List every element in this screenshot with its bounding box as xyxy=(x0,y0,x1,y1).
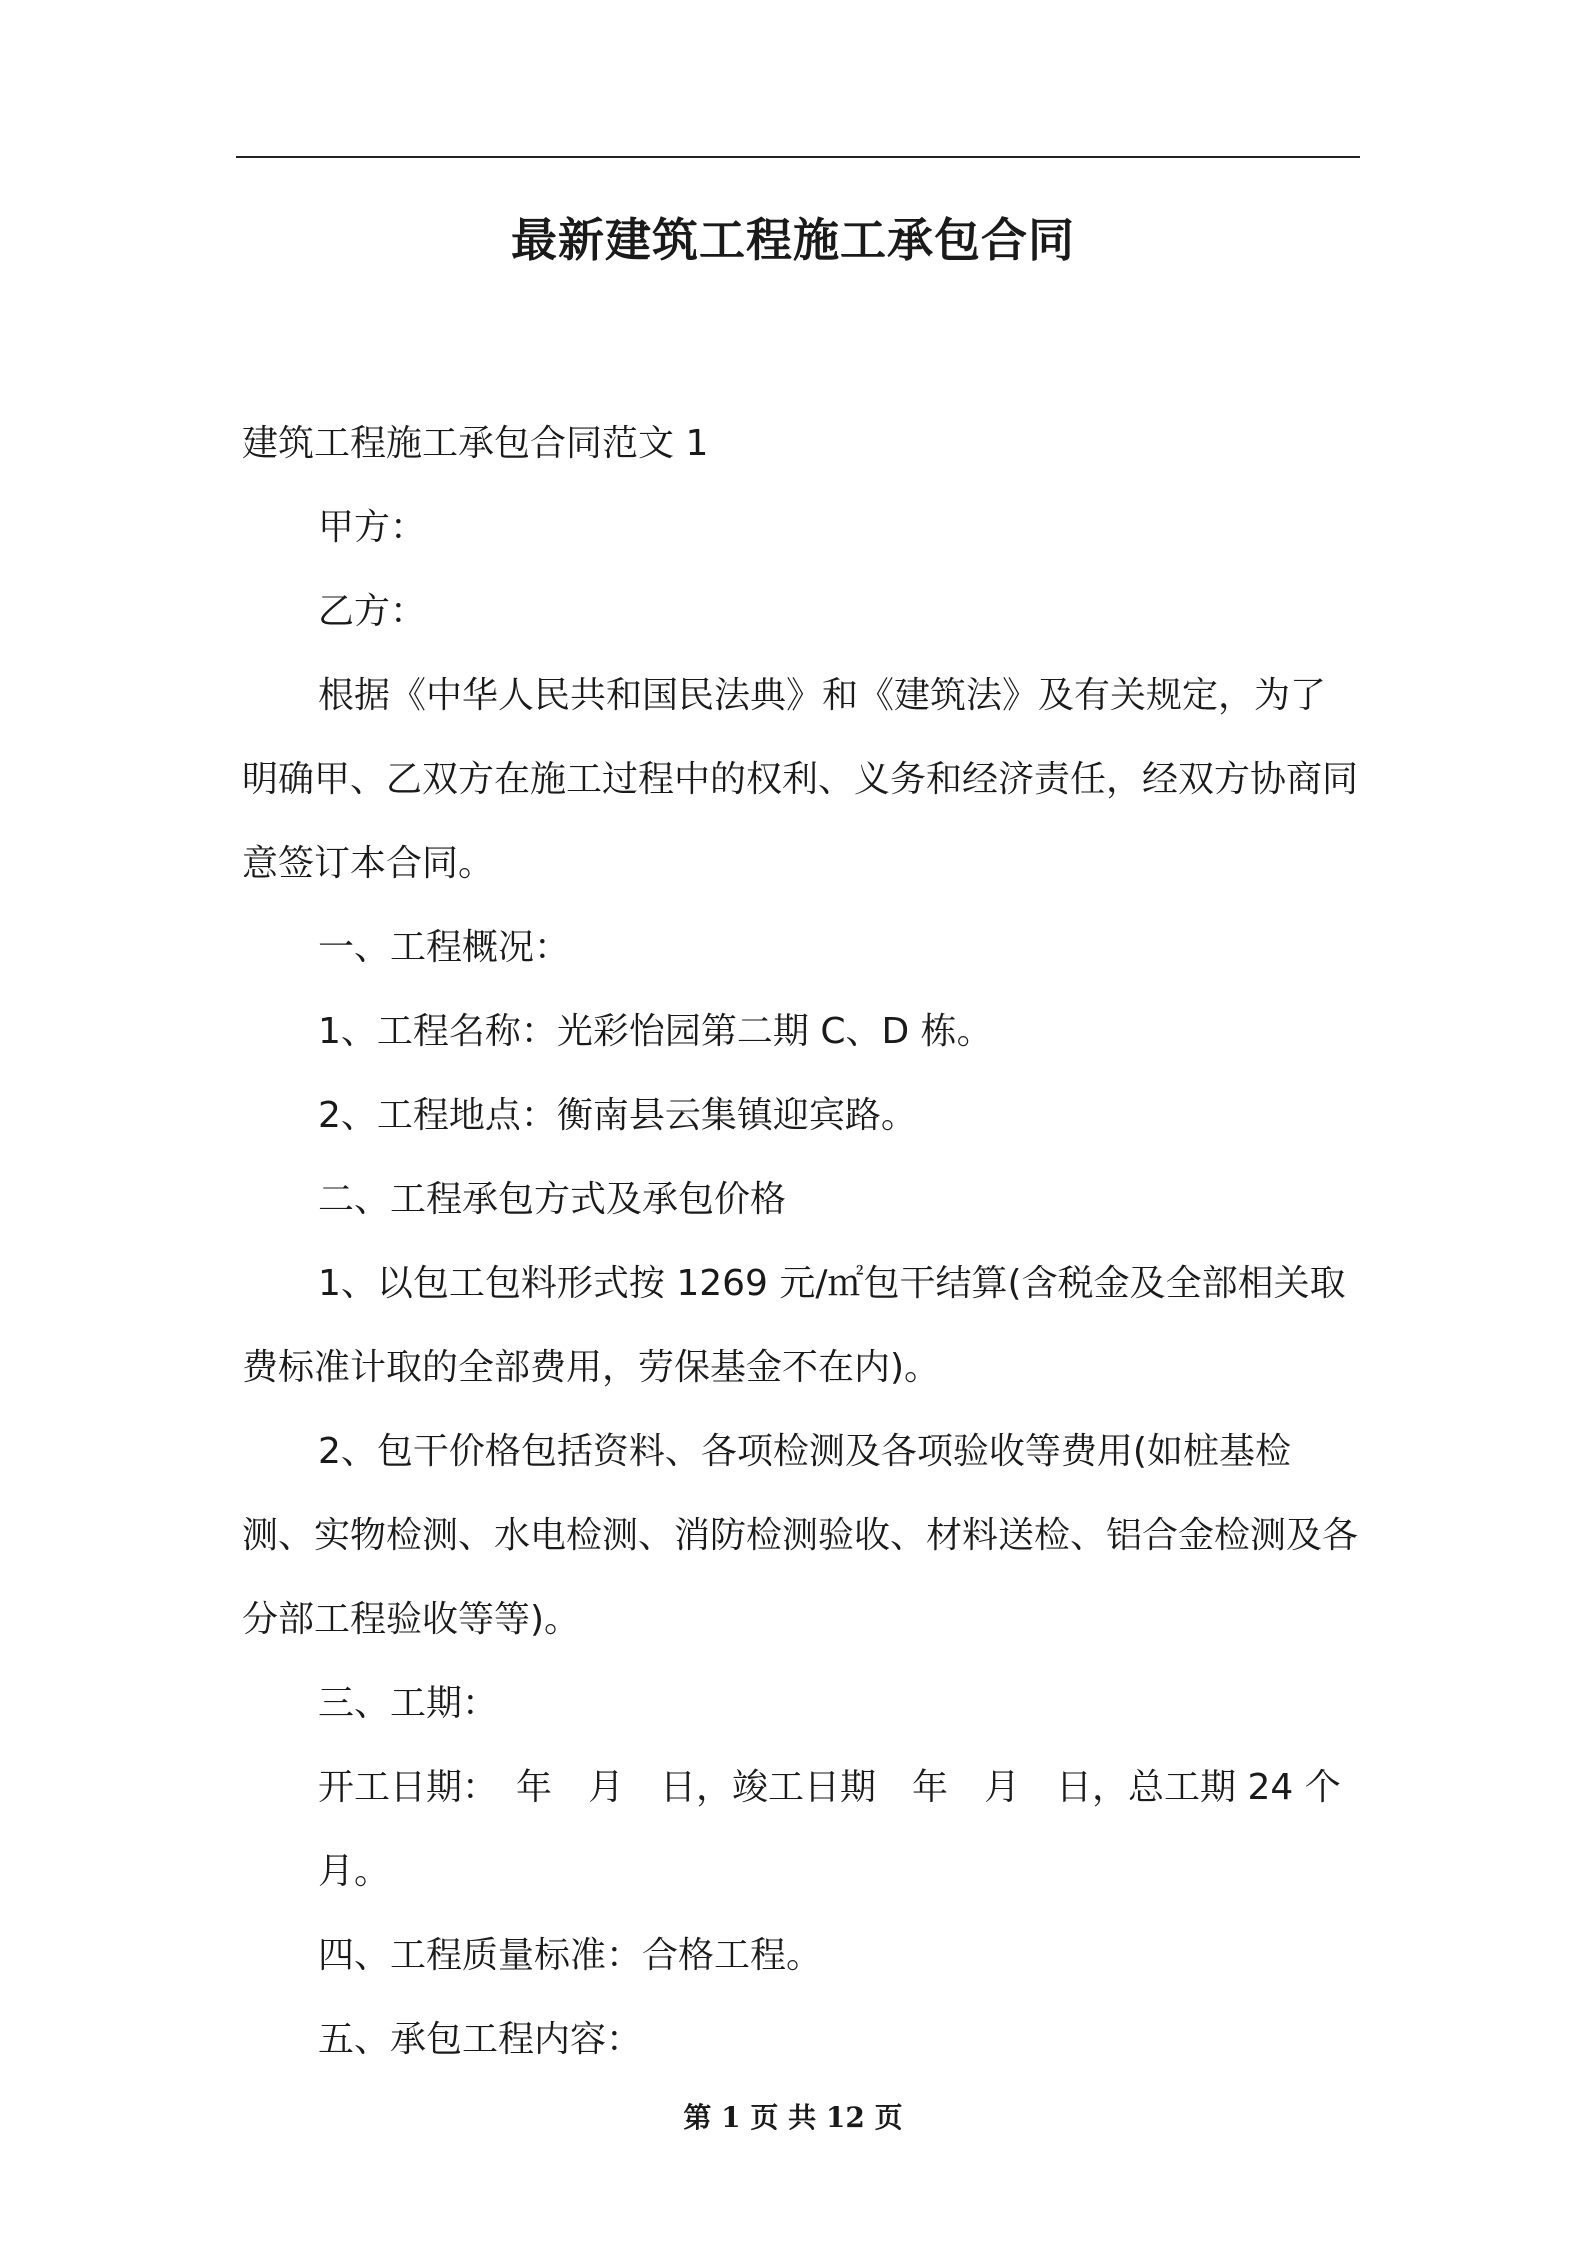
project-location-item: 2、工程地点：衡南县云集镇迎宾路。 xyxy=(318,1095,917,1136)
header-rule xyxy=(236,156,1360,158)
preamble-paragraph: 根据《中华人民共和国民法典》和《建筑法》及有关规定，为了明确甲、乙双方在施工过程中的权利、义务和经济责任，经双方协商同意签订本合同。 xyxy=(242,675,1359,884)
document-title: 最新建筑工程施工承包合同 xyxy=(511,213,1075,267)
project-name-item: 1、工程名称：光彩怡园第二期 C、D 栋。 xyxy=(318,1011,993,1052)
section-1-heading: 一、工程概况： xyxy=(318,927,571,968)
contract-subtitle: 建筑工程施工承包合同范文 1 xyxy=(242,423,709,464)
document-body xyxy=(242,402,1360,2082)
party-a-label: 甲方： xyxy=(318,507,427,548)
schedule-dates: 开工日期： 年 月 日，竣工日期 年 月 日，总工期 24 个月。 xyxy=(318,1767,1341,1892)
party-b-label: 乙方： xyxy=(318,591,427,632)
section-5-heading: 五、承包工程内容： xyxy=(318,2019,643,2060)
contract-price-item: 1、以包工包料形式按 1269 元/㎡包干结算(含税金及全部相关取费标准计取的全部费用，劳保基金不在内)。 xyxy=(242,1263,1346,1388)
page-number-footer: 第 1 页 共 12 页 xyxy=(683,2101,903,2134)
price-inclusions-item: 2、包干价格包括资料、各项检测及各项验收等费用(如桩基检测、实物检测、水电检测、消防检测验收、材料送检、铝合金检测及各分部工程验收等等)。 xyxy=(242,1431,1359,1640)
section-3-heading: 三、工期： xyxy=(318,1683,499,1724)
section-4-heading: 四、工程质量标准：合格工程。 xyxy=(318,1935,823,1976)
section-2-heading: 二、工程承包方式及承包价格 xyxy=(318,1179,787,1220)
